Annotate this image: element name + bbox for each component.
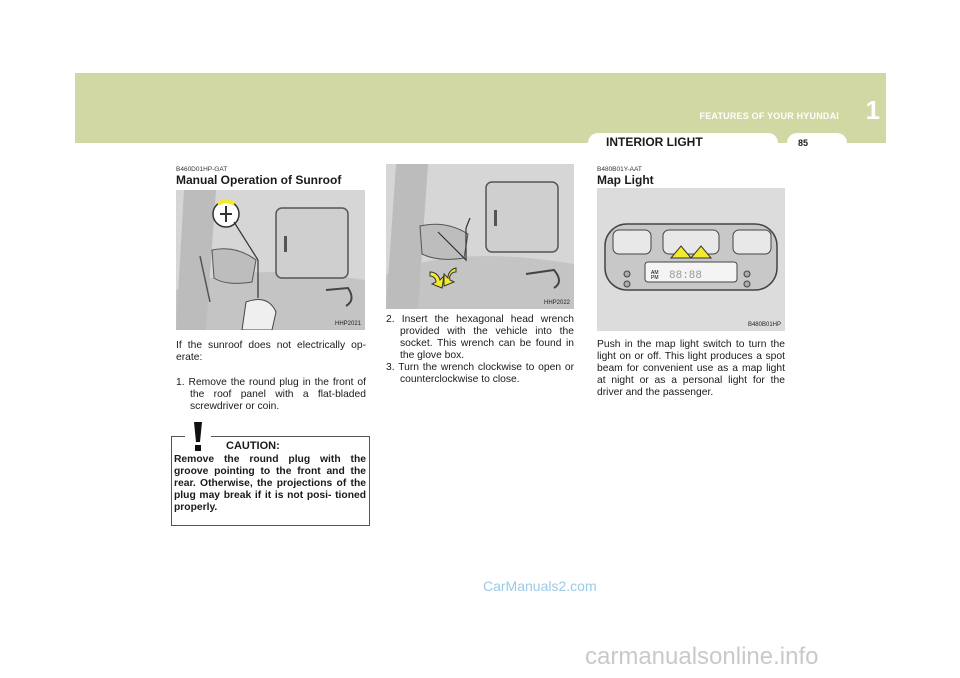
sunroof-illustration	[176, 190, 365, 330]
wrench-illustration	[386, 164, 574, 309]
map-light-illustration	[597, 188, 785, 331]
display-pm-label: PM	[651, 275, 659, 281]
section-tab-label: INTERIOR LIGHT	[606, 135, 703, 149]
display-digits: 88:88	[669, 270, 703, 282]
list-item: 3. Turn the wrench clockwise to open or counterclockwise to close.	[386, 362, 574, 386]
map-light-figure-code: B480B01HP	[747, 322, 781, 328]
left-section-code: B460D01HP-GAT	[176, 166, 228, 173]
left-intro-text: If the sunroof does not electrically op- erate:	[176, 340, 366, 364]
list-item: 1. Remove the round plug in the front of the roof panel with a flat-bladed screwdriver or coin.	[176, 377, 366, 413]
wrench-figure-code: HHP2022	[543, 300, 570, 306]
warning-exclamation-icon	[185, 418, 211, 452]
page-number-tab	[787, 133, 847, 151]
sunroof-figure-code: HHP2021	[334, 321, 361, 327]
left-section-heading: Manual Operation of Sunroof	[176, 173, 342, 187]
left-step-list	[176, 377, 366, 413]
page-number: 85	[798, 138, 809, 148]
wrench-figure	[386, 164, 574, 309]
section-number: 1	[865, 95, 880, 125]
right-body-text: Push in the map light switch to turn the light on or off. This light produces a spot beam for convenient use as a map light at night or as a personal light for the driver and the passenger.	[597, 339, 785, 399]
caution-title: CAUTION:	[226, 440, 280, 452]
sunroof-figure	[176, 190, 365, 330]
caution-text: Remove the round plug with the groove pointing to the front and the rear. Otherwise, the projections of the plug may break if it is not posi- tioned properly.	[174, 454, 366, 514]
middle-step-list	[386, 314, 574, 387]
watermark-secondary: carmanualsonline.info	[585, 643, 819, 670]
list-item: 2. Insert the hexagonal head wrench provided with the vehicle into the socket. This wrench can be found in the glove box.	[386, 314, 574, 362]
section-title: FEATURES OF YOUR HYUNDAI	[699, 111, 839, 121]
map-light-figure	[597, 188, 785, 331]
right-section-heading: Map Light	[597, 173, 654, 187]
right-section-code: B480B01Y-AAT	[597, 166, 642, 173]
watermark-primary[interactable]: CarManuals2.com	[483, 578, 597, 594]
display-am-label: AM	[651, 270, 659, 276]
